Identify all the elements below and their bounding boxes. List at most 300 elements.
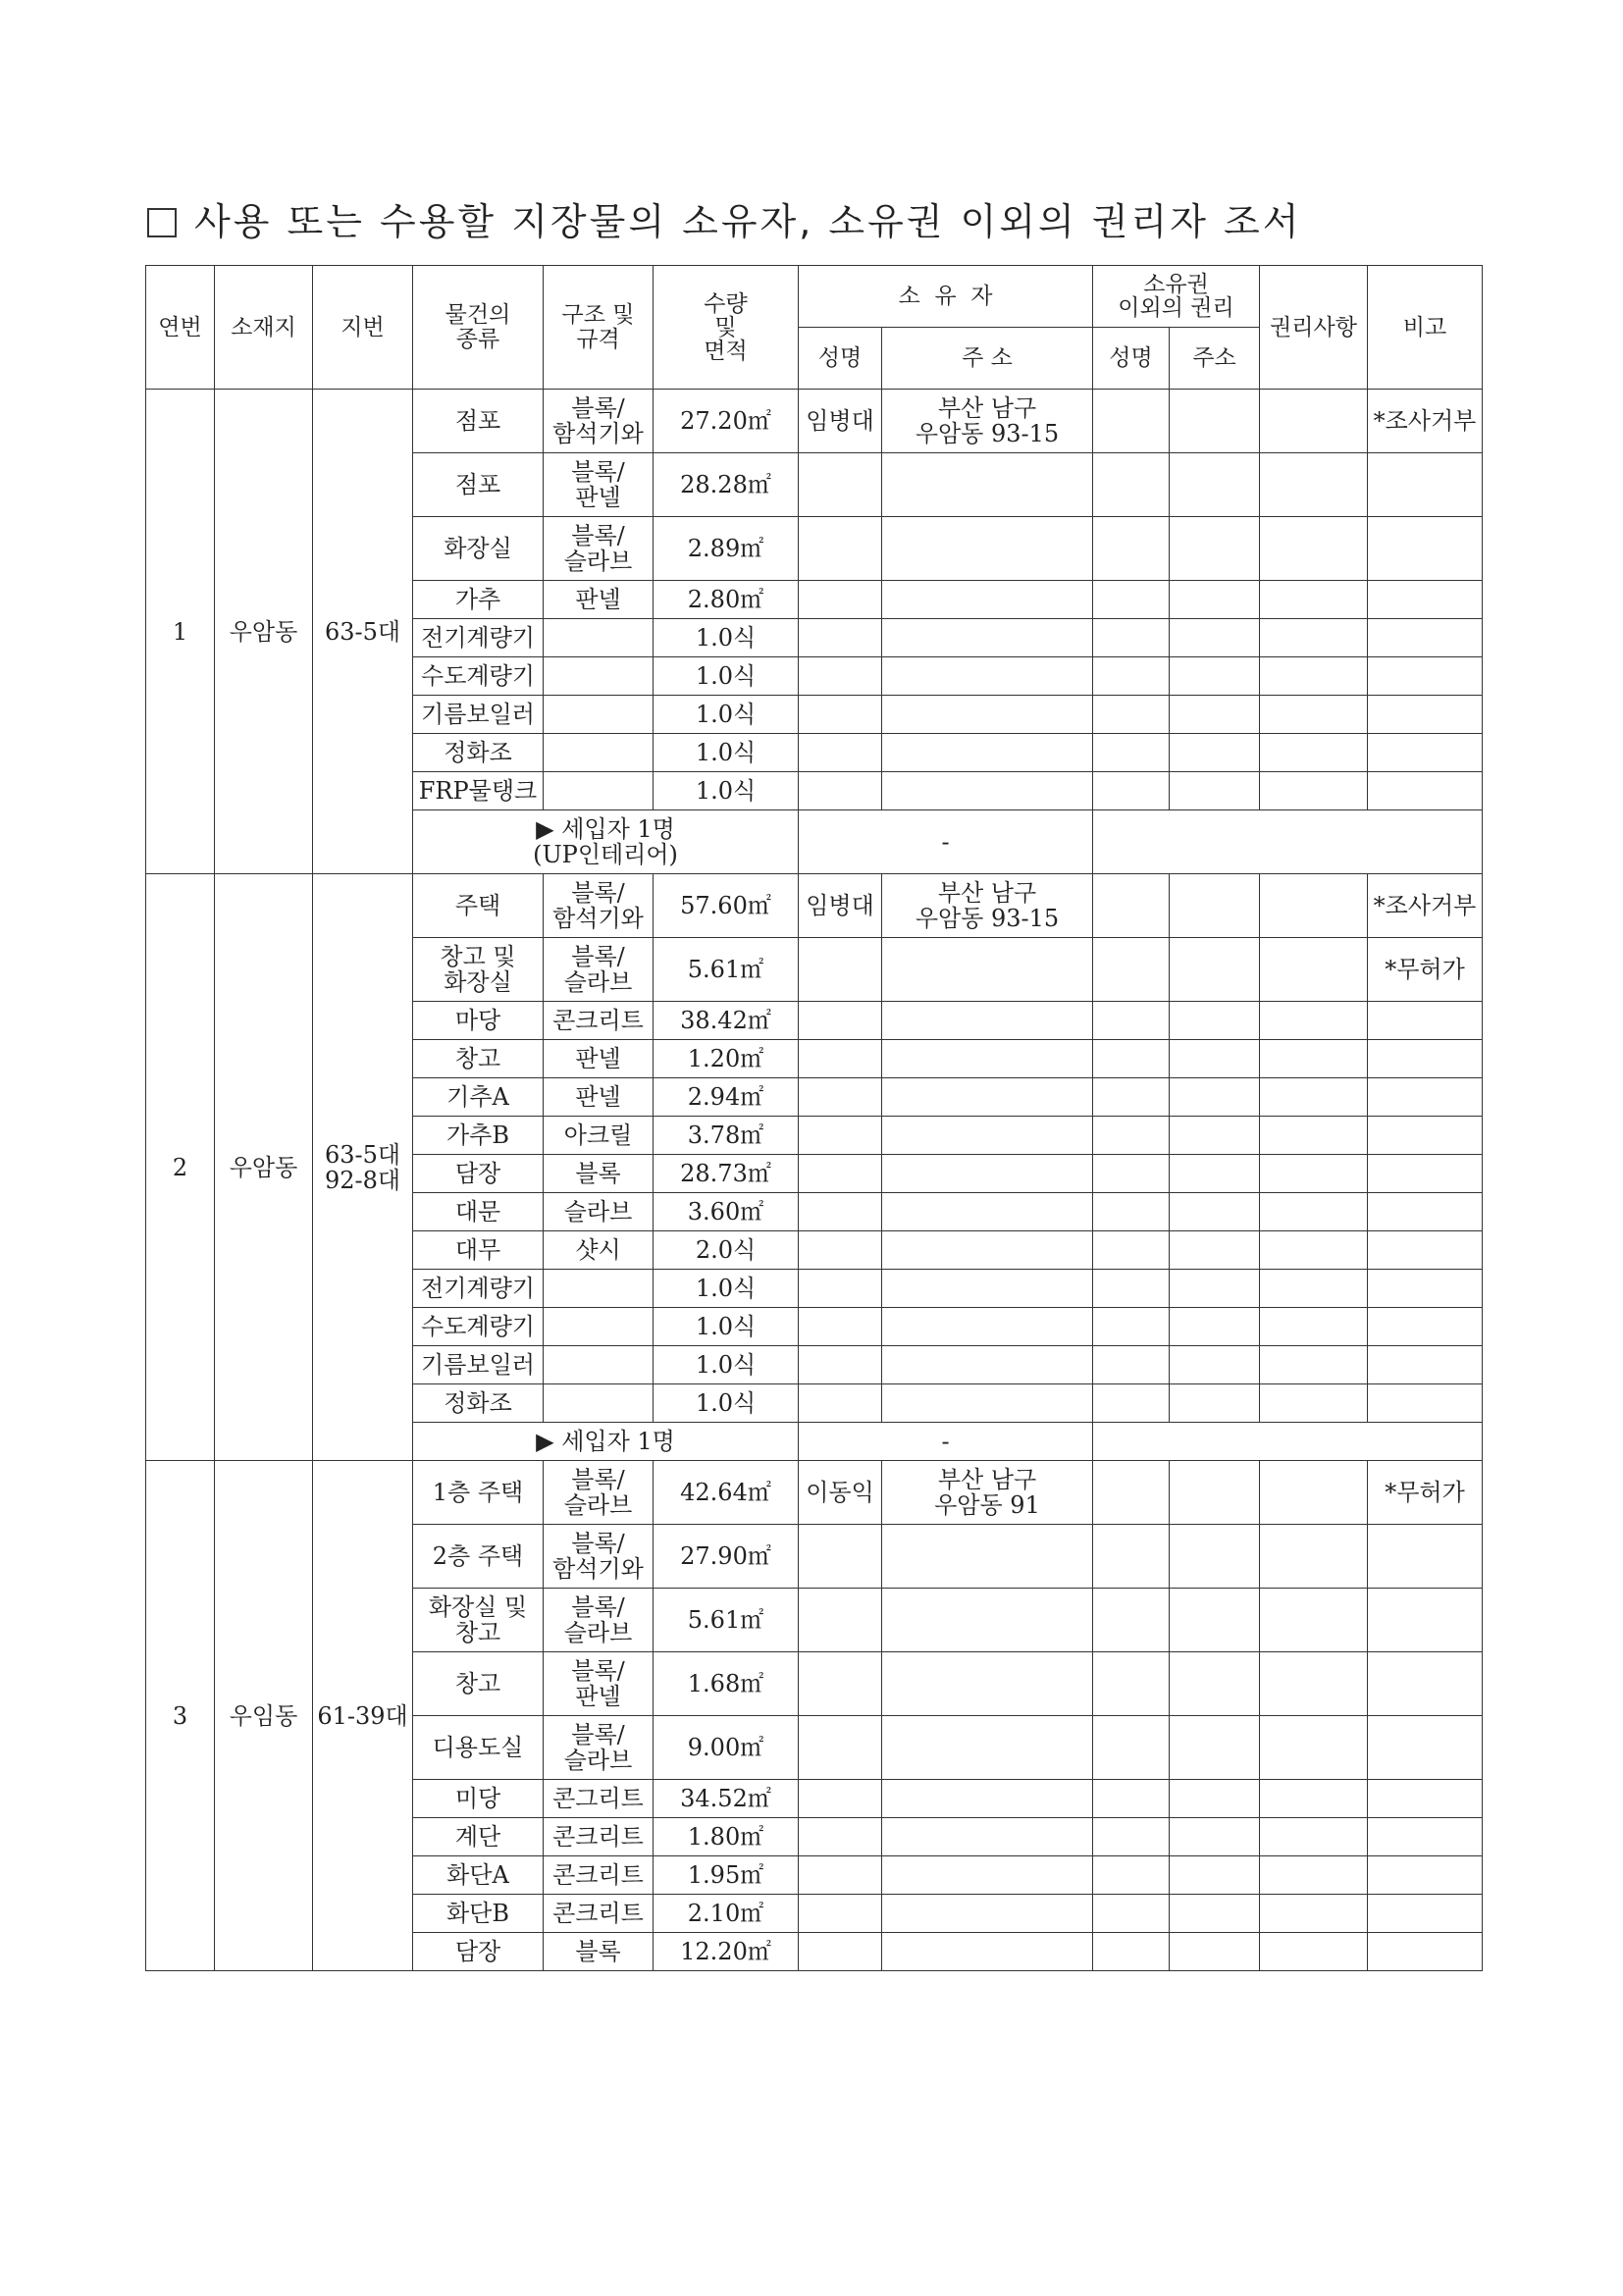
cell-owner-name	[799, 1117, 882, 1155]
cell-quantity: 2.80㎡	[654, 581, 799, 619]
cell-owner-addr: 부산 남구 우암동 93-15	[882, 874, 1093, 938]
cell-item: 화단B	[413, 1895, 544, 1933]
cell-other-addr	[1170, 874, 1260, 938]
cell-other-name	[1093, 1384, 1170, 1423]
cell-owner-addr	[882, 1155, 1093, 1193]
cell-other-addr	[1170, 1308, 1260, 1346]
cell-other-name	[1093, 581, 1170, 619]
cell-rights	[1260, 1270, 1368, 1308]
cell-remark	[1368, 1193, 1483, 1231]
cell-quantity: 28.28㎡	[654, 453, 799, 517]
cell-owner-addr	[882, 1716, 1093, 1780]
cell-item: 가추	[413, 581, 544, 619]
header-other-addr: 주소	[1170, 328, 1260, 390]
cell-structure: 콘그리트	[544, 1780, 654, 1818]
cell-owner-name	[799, 1270, 882, 1308]
cell-other-name	[1093, 1193, 1170, 1231]
cell-remark	[1368, 581, 1483, 619]
cell-owner-name: 임병대	[799, 874, 882, 938]
cell-rights	[1260, 938, 1368, 1002]
cell-quantity: 2.10㎡	[654, 1895, 799, 1933]
cell-rights	[1260, 1461, 1368, 1525]
cell-remark	[1368, 1270, 1483, 1308]
cell-rights	[1260, 1933, 1368, 1971]
cell-quantity: 1.95㎡	[654, 1856, 799, 1895]
page-title	[147, 191, 1301, 245]
cell-rights	[1260, 734, 1368, 772]
cell-rights	[1260, 1155, 1368, 1193]
cell-structure: 판넬	[544, 1078, 654, 1117]
cell-structure: 콘크리트	[544, 1818, 654, 1856]
cell-lot: 63-5대 92-8대	[313, 874, 413, 1461]
cell-structure	[544, 1346, 654, 1384]
cell-quantity: 12.20㎡	[654, 1933, 799, 1971]
cell-owner-addr	[882, 772, 1093, 810]
cell-quantity: 5.61㎡	[654, 938, 799, 1002]
cell-quantity: 38.42㎡	[654, 1002, 799, 1040]
cell-owner-addr: 부산 남구 우암동 91	[882, 1461, 1093, 1525]
cell-other-addr	[1170, 1155, 1260, 1193]
cell-owner-name	[799, 1589, 882, 1652]
cell-structure: 블록/ 함석기와	[544, 874, 654, 938]
cell-other-addr	[1170, 1002, 1260, 1040]
cell-owner-name	[799, 581, 882, 619]
cell-other-addr	[1170, 1040, 1260, 1078]
cell-item: 전기계량기	[413, 1270, 544, 1308]
cell-quantity: 1.0식	[654, 734, 799, 772]
cell-other-name	[1093, 1002, 1170, 1040]
cell-lot: 63-5대	[313, 390, 413, 874]
cell-quantity: 2.0식	[654, 1231, 799, 1270]
cell-quantity: 42.64㎡	[654, 1461, 799, 1525]
cell-owner-addr	[882, 1525, 1093, 1589]
cell-owner-name	[799, 1002, 882, 1040]
cell-location: 우임동	[215, 1461, 313, 1971]
cell-remark: *무허가	[1368, 1461, 1483, 1525]
cell-item: 마당	[413, 1002, 544, 1040]
header-remarks: 비고	[1368, 266, 1483, 390]
cell-owner-addr	[882, 581, 1093, 619]
cell-remark: *무허가	[1368, 938, 1483, 1002]
cell-item: 대무	[413, 1231, 544, 1270]
cell-item: 점포	[413, 453, 544, 517]
cell-owner-addr	[882, 1270, 1093, 1308]
cell-remark: *조사거부	[1368, 874, 1483, 938]
cell-remark	[1368, 696, 1483, 734]
cell-other-addr	[1170, 1346, 1260, 1384]
cell-remark	[1368, 1780, 1483, 1818]
cell-structure	[544, 619, 654, 657]
cell-rights	[1260, 772, 1368, 810]
cell-owner-name	[799, 453, 882, 517]
cell-item: 화단A	[413, 1856, 544, 1895]
cell-owner-name	[799, 1040, 882, 1078]
cell-item: FRP물탱크	[413, 772, 544, 810]
cell-quantity: 1.0식	[654, 1346, 799, 1384]
header-lot: 지번	[313, 266, 413, 390]
cell-owner-addr	[882, 1117, 1093, 1155]
cell-quantity: 1.20㎡	[654, 1040, 799, 1078]
cell-owner-addr	[882, 1818, 1093, 1856]
cell-structure: 아크릴	[544, 1117, 654, 1155]
cell-remark: *조사거부	[1368, 390, 1483, 453]
cell-owner-addr	[882, 1895, 1093, 1933]
cell-owner-addr	[882, 1308, 1093, 1346]
cell-rights	[1260, 1525, 1368, 1589]
cell-other-name	[1093, 1589, 1170, 1652]
cell-remark	[1368, 1895, 1483, 1933]
cell-other-addr	[1170, 1525, 1260, 1589]
cell-remark	[1368, 1589, 1483, 1652]
cell-owner-addr	[882, 1193, 1093, 1231]
cell-structure	[544, 1270, 654, 1308]
cell-other-addr	[1170, 1716, 1260, 1780]
cell-quantity: 2.94㎡	[654, 1078, 799, 1117]
cell-other-addr	[1170, 1384, 1260, 1423]
cell-owner-name	[799, 1155, 882, 1193]
cell-item: 화장실 및 창고	[413, 1589, 544, 1652]
cell-owner-name	[799, 1780, 882, 1818]
cell-rights	[1260, 1384, 1368, 1423]
cell-structure: 샷시	[544, 1231, 654, 1270]
cell-item: 창고	[413, 1652, 544, 1716]
cell-other-name	[1093, 1716, 1170, 1780]
cell-quantity: 1.0식	[654, 657, 799, 696]
cell-rights	[1260, 619, 1368, 657]
cell-structure: 블록	[544, 1155, 654, 1193]
cell-quantity: 2.89㎡	[654, 517, 799, 581]
cell-other-addr	[1170, 453, 1260, 517]
cell-other-name	[1093, 696, 1170, 734]
cell-owner-name	[799, 696, 882, 734]
cell-owner-addr	[882, 1384, 1093, 1423]
cell-other-addr	[1170, 772, 1260, 810]
cell-other-addr	[1170, 1078, 1260, 1117]
cell-structure	[544, 1308, 654, 1346]
cell-owner-name	[799, 1346, 882, 1384]
cell-quantity: 1.0식	[654, 619, 799, 657]
cell-remark	[1368, 619, 1483, 657]
cell-owner-addr	[882, 1652, 1093, 1716]
cell-structure: 블록/ 함석기와	[544, 390, 654, 453]
cell-owner-addr: 부산 남구 우암동 93-15	[882, 390, 1093, 453]
cell-other-addr	[1170, 1818, 1260, 1856]
cell-other-name	[1093, 1078, 1170, 1117]
cell-item: 정화조	[413, 734, 544, 772]
cell-other-addr	[1170, 1270, 1260, 1308]
cell-rights	[1260, 1231, 1368, 1270]
cell-owner-addr	[882, 1040, 1093, 1078]
cell-other-addr	[1170, 1780, 1260, 1818]
cell-owner-addr	[882, 1002, 1093, 1040]
cell-seq: 3	[146, 1461, 215, 1971]
cell-owner-name	[799, 1525, 882, 1589]
table-header	[146, 266, 1483, 390]
cell-location: 우암동	[215, 874, 313, 1461]
cell-structure: 콘크리트	[544, 1002, 654, 1040]
cell-remark	[1368, 453, 1483, 517]
cell-owner-name	[799, 1856, 882, 1895]
cell-other-name	[1093, 1231, 1170, 1270]
cell-owner-addr	[882, 1078, 1093, 1117]
cell-rights	[1260, 1117, 1368, 1155]
header-owner-name: 성명	[799, 328, 882, 390]
cell-seq: 1	[146, 390, 215, 874]
cell-rights	[1260, 657, 1368, 696]
cell-item: 담장	[413, 1933, 544, 1971]
cell-other-addr	[1170, 1589, 1260, 1652]
cell-other-name	[1093, 1117, 1170, 1155]
cell-structure: 콘크리트	[544, 1856, 654, 1895]
cell-structure: 블록/ 슬라브	[544, 1716, 654, 1780]
cell-rights	[1260, 453, 1368, 517]
cell-remark	[1368, 1117, 1483, 1155]
cell-remark	[1368, 1155, 1483, 1193]
cell-quantity: 1.0식	[654, 1384, 799, 1423]
cell-rights	[1260, 1895, 1368, 1933]
cell-remark	[1368, 1384, 1483, 1423]
cell-item: 창고	[413, 1040, 544, 1078]
cell-quantity: 5.61㎡	[654, 1589, 799, 1652]
header-quantity: 수량 및 면적	[654, 266, 799, 390]
cell-structure: 블록/ 슬라브	[544, 938, 654, 1002]
cell-other-addr	[1170, 1856, 1260, 1895]
cell-other-name	[1093, 619, 1170, 657]
property-table	[145, 265, 1483, 1971]
cell-item: 계단	[413, 1818, 544, 1856]
cell-rights	[1260, 1818, 1368, 1856]
cell-rights	[1260, 1856, 1368, 1895]
cell-remark	[1368, 1933, 1483, 1971]
header-owner-addr: 주 소	[882, 328, 1093, 390]
cell-other-name	[1093, 453, 1170, 517]
cell-structure: 판넬	[544, 1040, 654, 1078]
cell-owner-name	[799, 1308, 882, 1346]
cell-owner-addr	[882, 696, 1093, 734]
cell-quantity: 57.60㎡	[654, 874, 799, 938]
cell-owner-name	[799, 657, 882, 696]
cell-owner-name	[799, 1652, 882, 1716]
cell-owner-name	[799, 1933, 882, 1971]
cell-structure	[544, 696, 654, 734]
cell-item: 전기계량기	[413, 619, 544, 657]
cell-owner-addr	[882, 1780, 1093, 1818]
header-structure: 구조 및 규격	[544, 266, 654, 390]
cell-structure: 슬라브	[544, 1193, 654, 1231]
cell-item: 가추B	[413, 1117, 544, 1155]
cell-other-addr	[1170, 1933, 1260, 1971]
cell-owner-addr	[882, 1589, 1093, 1652]
cell-rights	[1260, 1040, 1368, 1078]
cell-remark	[1368, 1002, 1483, 1040]
cell-empty	[1093, 810, 1483, 874]
cell-owner-name	[799, 1078, 882, 1117]
cell-rights	[1260, 517, 1368, 581]
cell-item: 정화조	[413, 1384, 544, 1423]
cell-tenant-dash: -	[799, 810, 1093, 874]
cell-item: 창고 및 화장실	[413, 938, 544, 1002]
cell-rights	[1260, 1346, 1368, 1384]
cell-structure	[544, 734, 654, 772]
header-other-rights-holder: 소유권 이외의 권리	[1093, 266, 1260, 328]
cell-owner-addr	[882, 734, 1093, 772]
cell-tenant-dash: -	[799, 1423, 1093, 1461]
cell-remark	[1368, 734, 1483, 772]
cell-owner-addr	[882, 1231, 1093, 1270]
cell-other-name	[1093, 1308, 1170, 1346]
cell-tenant: ▶ 세입자 1명	[413, 1423, 799, 1461]
cell-owner-name: 이동익	[799, 1461, 882, 1525]
table-row	[146, 390, 1483, 453]
cell-other-name	[1093, 1346, 1170, 1384]
cell-remark	[1368, 1308, 1483, 1346]
cell-rights	[1260, 1078, 1368, 1117]
checkbox-square-icon	[147, 208, 177, 237]
table-row	[146, 1461, 1483, 1525]
cell-other-addr	[1170, 619, 1260, 657]
cell-rights	[1260, 1193, 1368, 1231]
cell-remark	[1368, 1818, 1483, 1856]
cell-quantity: 9.00㎡	[654, 1716, 799, 1780]
cell-rights	[1260, 1780, 1368, 1818]
cell-structure: 콘크리트	[544, 1895, 654, 1933]
cell-other-addr	[1170, 734, 1260, 772]
cell-other-name	[1093, 1780, 1170, 1818]
cell-item: 2층 주택	[413, 1525, 544, 1589]
cell-rights	[1260, 1589, 1368, 1652]
cell-item: 미당	[413, 1780, 544, 1818]
cell-owner-name	[799, 1193, 882, 1231]
header-seq: 연번	[146, 266, 215, 390]
cell-remark	[1368, 772, 1483, 810]
cell-owner-name	[799, 938, 882, 1002]
cell-rights	[1260, 1652, 1368, 1716]
table-row	[146, 874, 1483, 938]
cell-item: 점포	[413, 390, 544, 453]
cell-owner-addr	[882, 657, 1093, 696]
cell-owner-name	[799, 1818, 882, 1856]
cell-structure: 블록/ 슬라브	[544, 1461, 654, 1525]
cell-owner-addr	[882, 1933, 1093, 1971]
cell-remark	[1368, 1525, 1483, 1589]
cell-remark	[1368, 1856, 1483, 1895]
cell-other-addr	[1170, 1895, 1260, 1933]
cell-rights	[1260, 696, 1368, 734]
header-item-type: 물건의 종류	[413, 266, 544, 390]
cell-quantity: 3.78㎡	[654, 1117, 799, 1155]
cell-other-name	[1093, 657, 1170, 696]
cell-other-name	[1093, 1525, 1170, 1589]
cell-other-name	[1093, 1040, 1170, 1078]
cell-other-addr	[1170, 581, 1260, 619]
cell-remark	[1368, 1040, 1483, 1078]
cell-other-name	[1093, 1933, 1170, 1971]
cell-quantity: 1.0식	[654, 772, 799, 810]
cell-owner-name	[799, 1716, 882, 1780]
cell-owner-addr	[882, 1346, 1093, 1384]
cell-owner-name	[799, 734, 882, 772]
cell-other-addr	[1170, 938, 1260, 1002]
cell-other-addr	[1170, 1231, 1260, 1270]
cell-structure: 판넬	[544, 581, 654, 619]
cell-other-addr	[1170, 1461, 1260, 1525]
cell-item: 대문	[413, 1193, 544, 1231]
cell-item: 1층 주택	[413, 1461, 544, 1525]
cell-item: 담장	[413, 1155, 544, 1193]
cell-item: 기추A	[413, 1078, 544, 1117]
cell-item: 디용도실	[413, 1716, 544, 1780]
cell-other-addr	[1170, 390, 1260, 453]
cell-item: 주택	[413, 874, 544, 938]
cell-other-name	[1093, 938, 1170, 1002]
cell-structure: 블록	[544, 1933, 654, 1971]
cell-owner-name	[799, 1384, 882, 1423]
cell-other-name	[1093, 1155, 1170, 1193]
cell-quantity: 27.90㎡	[654, 1525, 799, 1589]
cell-owner-addr	[882, 1856, 1093, 1895]
cell-quantity: 34.52㎡	[654, 1780, 799, 1818]
header-rights: 권리사항	[1260, 266, 1368, 390]
cell-other-name	[1093, 1856, 1170, 1895]
cell-remark	[1368, 657, 1483, 696]
cell-structure: 블록/ 판넬	[544, 453, 654, 517]
cell-structure	[544, 772, 654, 810]
cell-other-name	[1093, 517, 1170, 581]
cell-structure	[544, 657, 654, 696]
cell-other-name	[1093, 1818, 1170, 1856]
cell-other-addr	[1170, 1193, 1260, 1231]
cell-rights	[1260, 1002, 1368, 1040]
cell-owner-name: 임병대	[799, 390, 882, 453]
cell-lot: 61-39대	[313, 1461, 413, 1971]
cell-structure: 블록/ 슬라브	[544, 1589, 654, 1652]
cell-quantity: 1.0식	[654, 1270, 799, 1308]
cell-item: 기름보일러	[413, 1346, 544, 1384]
cell-item: 화장실	[413, 517, 544, 581]
cell-other-name	[1093, 1652, 1170, 1716]
cell-quantity: 3.60㎡	[654, 1193, 799, 1231]
cell-seq: 2	[146, 874, 215, 1461]
cell-remark	[1368, 1231, 1483, 1270]
cell-rights	[1260, 1308, 1368, 1346]
cell-owner-name	[799, 1231, 882, 1270]
cell-empty	[1093, 1423, 1483, 1461]
cell-other-addr	[1170, 1117, 1260, 1155]
cell-location: 우암동	[215, 390, 313, 874]
cell-remark	[1368, 1716, 1483, 1780]
header-owner: 소 유 자	[799, 266, 1093, 328]
cell-other-name	[1093, 390, 1170, 453]
cell-quantity: 1.0식	[654, 696, 799, 734]
cell-rights	[1260, 390, 1368, 453]
cell-quantity: 1.0식	[654, 1308, 799, 1346]
cell-owner-addr	[882, 938, 1093, 1002]
cell-remark	[1368, 1346, 1483, 1384]
header-location: 소재지	[215, 266, 313, 390]
cell-rights	[1260, 874, 1368, 938]
cell-item: 기름보일러	[413, 696, 544, 734]
cell-other-addr	[1170, 1652, 1260, 1716]
cell-other-name	[1093, 734, 1170, 772]
header-other-name: 성명	[1093, 328, 1170, 390]
cell-quantity: 28.73㎡	[654, 1155, 799, 1193]
title-text: 사용 또는 수용할 지장물의 소유자, 소유권 이외의 권리자 조서	[194, 200, 1302, 243]
cell-structure	[544, 1384, 654, 1423]
cell-structure: 블록/ 판넬	[544, 1652, 654, 1716]
cell-other-name	[1093, 772, 1170, 810]
cell-item: 수도계량기	[413, 657, 544, 696]
cell-other-addr	[1170, 517, 1260, 581]
